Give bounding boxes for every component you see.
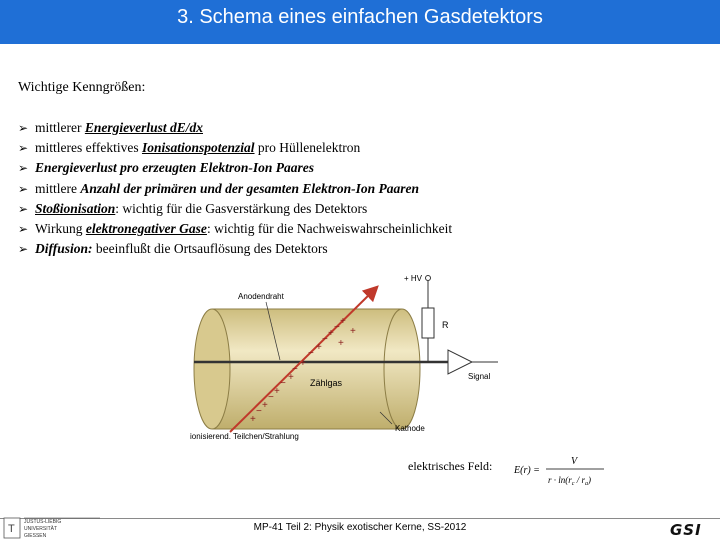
- arrow-bullet-icon: ➢: [18, 181, 29, 196]
- arrow-bullet-icon: ➢: [18, 121, 29, 135]
- minus-charge: −: [280, 378, 286, 389]
- bullet-emphasis: Energieverlust dE/dx: [84, 120, 203, 135]
- footer-text: MP-41 Teil 2: Physik exotischer Kerne, SS-2012: [253, 522, 467, 533]
- anode-label: Anodendraht: [238, 292, 284, 301]
- bullet-item: [18, 219, 452, 239]
- arrow-bullet-icon: ➢: [18, 201, 29, 216]
- bullet-text: Wirkung: [35, 221, 86, 237]
- amplifier-icon: [448, 350, 472, 374]
- bullet-item: [18, 118, 452, 138]
- cylinder-body: [212, 309, 402, 429]
- bullet-text: mittlerer: [35, 120, 85, 135]
- minus-charge: −: [268, 392, 274, 403]
- bullet-emphasis: Anzahl der primären und der gesamten Elektron-Ion Paaren: [80, 180, 420, 196]
- gsi-logo: [668, 520, 718, 538]
- logo-letter: T: [8, 523, 15, 535]
- hv-terminal-icon: [426, 276, 431, 281]
- plus-charge: +: [274, 386, 280, 397]
- logo-text-line: UNIVERSITÄT: [24, 526, 58, 532]
- bullet-text: mittlere: [35, 180, 81, 196]
- formula-denominator: $r \cdot \ln(r_c / r_a)$: [548, 475, 591, 487]
- cathode-label: Kathode: [395, 424, 425, 433]
- cylinder-left-cap: [194, 309, 230, 429]
- plus-charge: +: [262, 400, 268, 411]
- plus-charge: +: [288, 372, 294, 383]
- field-formula: [512, 452, 612, 492]
- gas-label: Zählgas: [310, 378, 343, 388]
- bullet-list: [18, 118, 452, 259]
- bullet-emphasis: Energieverlust pro erzeugten Elektron-Ion Paares: [35, 160, 315, 176]
- minus-charge: −: [292, 364, 298, 375]
- arrow-bullet-icon: ➢: [18, 141, 29, 156]
- page-title: 3. Schema eines einfachen Gasdetektors: [177, 6, 543, 28]
- bullet-item: [18, 138, 452, 158]
- bullet-item: [18, 158, 452, 178]
- minus-charge: −: [256, 406, 262, 417]
- plus-charge: +: [328, 328, 334, 339]
- plus-charge: +: [340, 316, 346, 327]
- bullet-emphasis: elektronegativer Gase: [85, 221, 207, 237]
- bullet-text: : wichtig für die Nachweiswahrscheinlichkeit: [206, 221, 453, 237]
- plus-charge: +: [250, 414, 256, 425]
- cylinder-right-cap: [384, 309, 420, 429]
- bullet-text: mittleres effektives: [35, 140, 142, 156]
- formula-numerator: V: [570, 456, 578, 467]
- arrow-bullet-icon: ➢: [18, 161, 29, 176]
- plus-charge: +: [316, 342, 322, 353]
- bullet-text: beeinflußt die Ortsauflösung des Detektors: [92, 241, 328, 257]
- arrow-bullet-icon: ➢: [18, 222, 29, 237]
- gas-detector-diagram: [180, 262, 510, 442]
- minus-charge: −: [334, 322, 340, 333]
- arrow-bullet-icon: ➢: [18, 242, 29, 257]
- minus-charge: −: [308, 348, 314, 359]
- field-label: elektrisches Feld:: [408, 459, 493, 473]
- bullet-item: [18, 239, 452, 259]
- footer-divider: [0, 518, 720, 519]
- signal-label: Signal: [468, 372, 491, 381]
- gsi-logo-text: GSI: [670, 521, 702, 538]
- hv-label: + HV: [403, 274, 422, 283]
- logo-text-line: GIESSEN: [24, 533, 47, 539]
- resistor-icon: [422, 308, 434, 338]
- title-bar: [0, 0, 720, 44]
- plus-charge: +: [350, 326, 356, 337]
- subheading: Wichtige Kenngrößen:: [18, 80, 146, 95]
- particle-label: ionisierend. Teilchen/Strahlung: [190, 432, 299, 441]
- bullet-emphasis: Stoßionisation: [35, 200, 116, 216]
- bullet-emphasis: Ionisationspotenzial: [141, 140, 255, 156]
- formula-lhs: E(r) =: [514, 465, 540, 476]
- plus-charge: +: [300, 358, 306, 369]
- resistor-label: R: [442, 320, 449, 330]
- plus-charge: +: [338, 338, 344, 349]
- minus-charge: −: [322, 334, 328, 345]
- bullet-text: : wichtig für die Gasverstärkung des Detektors: [115, 200, 368, 216]
- bullet-emphasis: Diffusion:: [35, 241, 93, 257]
- bullet-item: [18, 199, 452, 219]
- logo-text-line: JUSTUS-LIEBIG: [24, 519, 62, 525]
- bullet-item: [18, 179, 452, 199]
- bullet-text: pro Hüllenelektron: [254, 140, 361, 156]
